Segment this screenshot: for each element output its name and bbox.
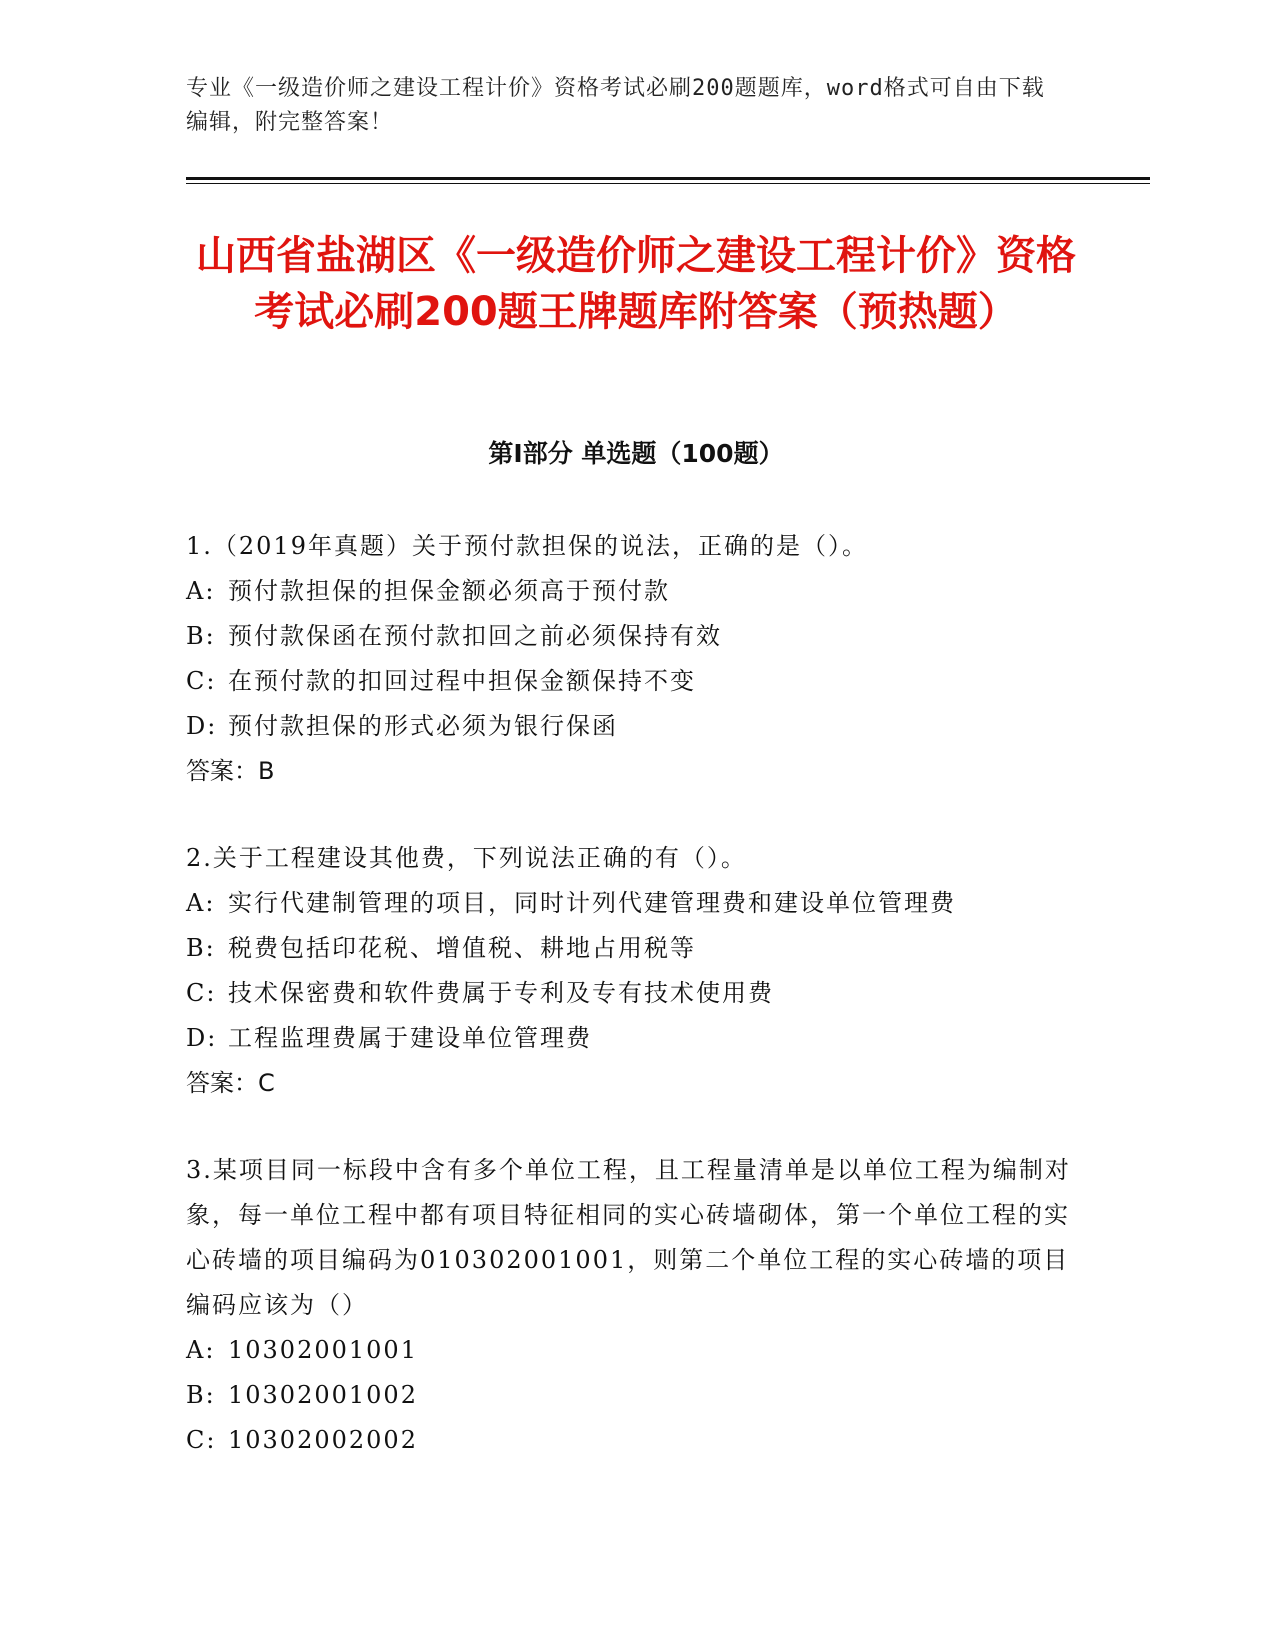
option-key: C: bbox=[186, 979, 217, 1007]
section-title: 第Ⅰ部分 单选题（100题） bbox=[488, 439, 784, 468]
option-text: 税费包括印花税、增值税、耕地占用税等 bbox=[228, 934, 696, 962]
option-key: D: bbox=[186, 712, 218, 740]
option-key: C: bbox=[186, 1426, 217, 1454]
option-key: A: bbox=[186, 1336, 216, 1364]
option-key: B: bbox=[186, 934, 216, 962]
option-key: A: bbox=[186, 577, 216, 605]
option-d bbox=[186, 704, 1086, 749]
option-key: C: bbox=[186, 667, 217, 695]
header-divider-thick bbox=[186, 177, 1150, 180]
option-text: 预付款担保的形式必须为银行保函 bbox=[228, 712, 618, 740]
header-divider-thin bbox=[186, 183, 1150, 184]
question-stem: 3.某项目同一标段中含有多个单位工程，且工程量清单是以单位工程为编制对象，每一单位工程中都有项目特征相同的实心砖墙砌体，第一个单位工程的实心砖墙的项目编码为010302001001，则第二个单位工程的实心砖墙的项目编码应该为（） bbox=[186, 1156, 1071, 1319]
answer-line: 答案：B bbox=[186, 757, 275, 785]
option-b bbox=[186, 614, 1086, 659]
document-title: 山西省盐湖区《一级造价师之建设工程计价》资格考试必刷200题王牌题库附答案（预热题） bbox=[196, 233, 1076, 335]
question-stem: 1.（2019年真题）关于预付款担保的说法，正确的是（）。 bbox=[186, 532, 868, 560]
option-text: 预付款保函在预付款扣回之前必须保持有效 bbox=[228, 622, 722, 650]
option-text: 10302001001 bbox=[228, 1336, 418, 1364]
option-b bbox=[186, 926, 1086, 971]
option-a bbox=[186, 881, 1086, 926]
question-3 bbox=[186, 1148, 1086, 1463]
option-text: 技术保密费和软件费属于专利及专有技术使用费 bbox=[228, 979, 774, 1007]
option-key: B: bbox=[186, 622, 216, 650]
option-key: A: bbox=[186, 889, 216, 917]
question-2 bbox=[186, 836, 1086, 1106]
option-text: 实行代建制管理的项目，同时计列代建管理费和建设单位管理费 bbox=[228, 889, 956, 917]
option-a bbox=[186, 569, 1086, 614]
option-a bbox=[186, 1328, 1086, 1373]
option-key: B: bbox=[186, 1381, 216, 1409]
option-c bbox=[186, 1418, 1086, 1463]
question-stem: 2.关于工程建设其他费，下列说法正确的有（）。 bbox=[186, 844, 747, 872]
option-text: 10302001002 bbox=[228, 1381, 418, 1409]
question-1 bbox=[186, 524, 1086, 794]
answer-line: 答案：C bbox=[186, 1069, 275, 1097]
header-note: 专业《一级造价师之建设工程计价》资格考试必刷200题题库，word格式可自由下载编辑，附完整答案！ bbox=[186, 76, 1045, 135]
option-c bbox=[186, 971, 1086, 1016]
option-c bbox=[186, 659, 1086, 704]
option-b bbox=[186, 1373, 1086, 1418]
option-text: 预付款担保的担保金额必须高于预付款 bbox=[228, 577, 670, 605]
option-text: 工程监理费属于建设单位管理费 bbox=[228, 1024, 592, 1052]
question-list bbox=[186, 524, 1086, 1505]
option-key: D: bbox=[186, 1024, 218, 1052]
option-text: 在预付款的扣回过程中担保金额保持不变 bbox=[228, 667, 696, 695]
option-text: 10302002002 bbox=[228, 1426, 418, 1454]
option-d bbox=[186, 1016, 1086, 1061]
